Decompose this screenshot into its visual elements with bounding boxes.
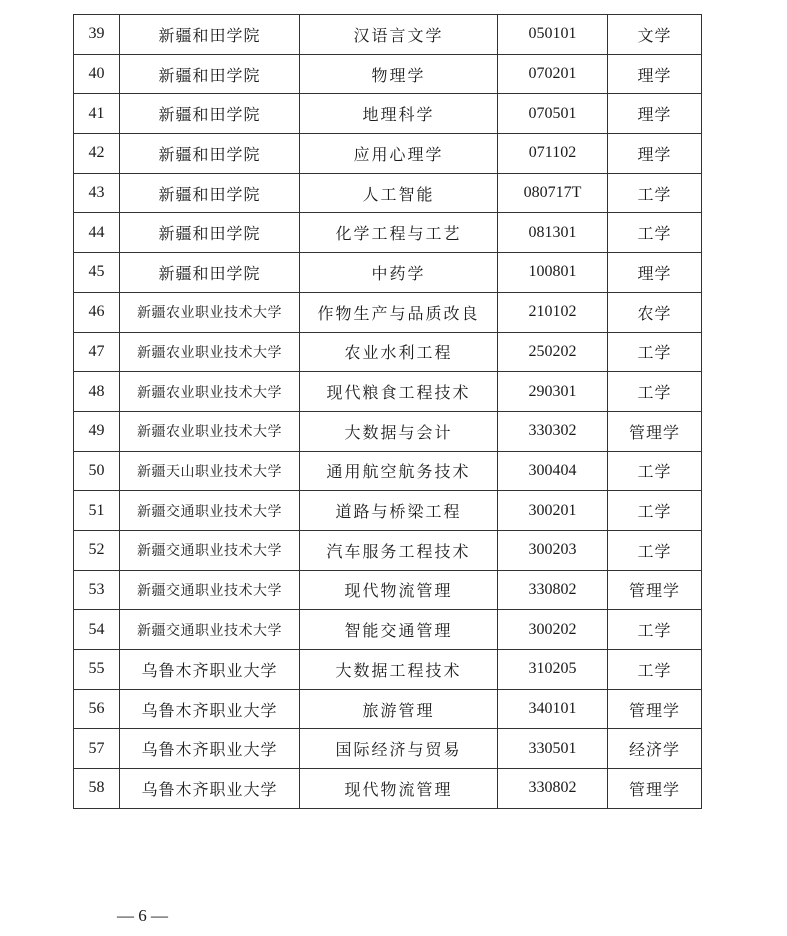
discipline-category-cell: 工学	[608, 530, 702, 570]
row-number-cell: 44	[74, 213, 120, 253]
discipline-category-cell: 文学	[608, 15, 702, 55]
row-number-cell: 58	[74, 769, 120, 809]
row-number-cell: 54	[74, 610, 120, 650]
school-name-cell: 新疆交通职业技术大学	[120, 530, 300, 570]
discipline-category-cell: 理学	[608, 54, 702, 94]
row-number-cell: 57	[74, 729, 120, 769]
major-name-cell: 作物生产与品质改良	[300, 292, 498, 332]
major-name-cell: 现代粮食工程技术	[300, 372, 498, 412]
major-code-cell: 210102	[498, 292, 608, 332]
major-code-cell: 071102	[498, 134, 608, 174]
table-row	[74, 332, 702, 372]
school-name-cell: 新疆和田学院	[120, 94, 300, 134]
major-code-cell: 070501	[498, 94, 608, 134]
major-name-cell: 地理科学	[300, 94, 498, 134]
school-name-cell: 新疆和田学院	[120, 54, 300, 94]
discipline-category-cell: 管理学	[608, 769, 702, 809]
major-code-cell: 340101	[498, 689, 608, 729]
table-row	[74, 729, 702, 769]
major-name-cell: 道路与桥梁工程	[300, 491, 498, 531]
row-number-cell: 39	[74, 15, 120, 55]
major-name-cell: 农业水利工程	[300, 332, 498, 372]
school-name-cell: 新疆农业职业技术大学	[120, 332, 300, 372]
major-name-cell: 中药学	[300, 253, 498, 293]
row-number-cell: 49	[74, 411, 120, 451]
discipline-category-cell: 理学	[608, 134, 702, 174]
major-name-cell: 汉语言文学	[300, 15, 498, 55]
school-name-cell: 新疆和田学院	[120, 213, 300, 253]
majors-table	[73, 14, 702, 809]
discipline-category-cell: 管理学	[608, 570, 702, 610]
major-name-cell: 应用心理学	[300, 134, 498, 174]
major-name-cell: 人工智能	[300, 173, 498, 213]
discipline-category-cell: 理学	[608, 253, 702, 293]
school-name-cell: 新疆天山职业技术大学	[120, 451, 300, 491]
school-name-cell: 新疆农业职业技术大学	[120, 292, 300, 332]
discipline-category-cell: 工学	[608, 451, 702, 491]
discipline-category-cell: 工学	[608, 213, 702, 253]
discipline-category-cell: 工学	[608, 372, 702, 412]
school-name-cell: 新疆农业职业技术大学	[120, 372, 300, 412]
table-row	[74, 650, 702, 690]
table-row	[74, 213, 702, 253]
major-name-cell: 旅游管理	[300, 689, 498, 729]
school-name-cell: 新疆农业职业技术大学	[120, 411, 300, 451]
table-row	[74, 530, 702, 570]
major-code-cell: 300404	[498, 451, 608, 491]
school-name-cell: 乌鲁木齐职业大学	[120, 769, 300, 809]
table-row	[74, 292, 702, 332]
major-code-cell: 330802	[498, 570, 608, 610]
row-number-cell: 50	[74, 451, 120, 491]
table-body	[74, 15, 702, 809]
school-name-cell: 新疆交通职业技术大学	[120, 610, 300, 650]
discipline-category-cell: 管理学	[608, 411, 702, 451]
major-name-cell: 大数据工程技术	[300, 650, 498, 690]
major-code-cell: 330501	[498, 729, 608, 769]
major-name-cell: 现代物流管理	[300, 570, 498, 610]
row-number-cell: 48	[74, 372, 120, 412]
row-number-cell: 45	[74, 253, 120, 293]
major-name-cell: 现代物流管理	[300, 769, 498, 809]
major-name-cell: 汽车服务工程技术	[300, 530, 498, 570]
school-name-cell: 新疆和田学院	[120, 173, 300, 213]
table-row	[74, 54, 702, 94]
table-row	[74, 372, 702, 412]
major-code-cell: 300201	[498, 491, 608, 531]
row-number-cell: 52	[74, 530, 120, 570]
major-code-cell: 250202	[498, 332, 608, 372]
table-row	[74, 570, 702, 610]
row-number-cell: 53	[74, 570, 120, 610]
table-row	[74, 491, 702, 531]
table-row	[74, 610, 702, 650]
table-row	[74, 253, 702, 293]
table-row	[74, 94, 702, 134]
school-name-cell: 乌鲁木齐职业大学	[120, 689, 300, 729]
school-name-cell: 乌鲁木齐职业大学	[120, 729, 300, 769]
discipline-category-cell: 工学	[608, 650, 702, 690]
discipline-category-cell: 工学	[608, 332, 702, 372]
row-number-cell: 46	[74, 292, 120, 332]
discipline-category-cell: 工学	[608, 491, 702, 531]
school-name-cell: 新疆和田学院	[120, 15, 300, 55]
table-row	[74, 769, 702, 809]
major-code-cell: 310205	[498, 650, 608, 690]
school-name-cell: 乌鲁木齐职业大学	[120, 650, 300, 690]
school-name-cell: 新疆和田学院	[120, 134, 300, 174]
major-code-cell: 100801	[498, 253, 608, 293]
discipline-category-cell: 管理学	[608, 689, 702, 729]
discipline-category-cell: 工学	[608, 173, 702, 213]
row-number-cell: 43	[74, 173, 120, 213]
table-row	[74, 451, 702, 491]
table-row	[74, 173, 702, 213]
major-code-cell: 290301	[498, 372, 608, 412]
row-number-cell: 55	[74, 650, 120, 690]
school-name-cell: 新疆交通职业技术大学	[120, 491, 300, 531]
table-row	[74, 134, 702, 174]
major-name-cell: 化学工程与工艺	[300, 213, 498, 253]
discipline-category-cell: 农学	[608, 292, 702, 332]
major-name-cell: 大数据与会计	[300, 411, 498, 451]
discipline-category-cell: 理学	[608, 94, 702, 134]
school-name-cell: 新疆和田学院	[120, 253, 300, 293]
major-name-cell: 国际经济与贸易	[300, 729, 498, 769]
row-number-cell: 51	[74, 491, 120, 531]
major-code-cell: 330302	[498, 411, 608, 451]
major-name-cell: 智能交通管理	[300, 610, 498, 650]
major-code-cell: 050101	[498, 15, 608, 55]
page-number: — 6 —	[117, 906, 168, 925]
major-code-cell: 081301	[498, 213, 608, 253]
row-number-cell: 47	[74, 332, 120, 372]
table-row	[74, 15, 702, 55]
major-code-cell: 070201	[498, 54, 608, 94]
row-number-cell: 40	[74, 54, 120, 94]
row-number-cell: 42	[74, 134, 120, 174]
major-code-cell: 300202	[498, 610, 608, 650]
table-row	[74, 411, 702, 451]
major-code-cell: 080717T	[498, 173, 608, 213]
major-code-cell: 330802	[498, 769, 608, 809]
row-number-cell: 41	[74, 94, 120, 134]
major-code-cell: 300203	[498, 530, 608, 570]
table-row	[74, 689, 702, 729]
major-name-cell: 物理学	[300, 54, 498, 94]
discipline-category-cell: 经济学	[608, 729, 702, 769]
major-name-cell: 通用航空航务技术	[300, 451, 498, 491]
discipline-category-cell: 工学	[608, 610, 702, 650]
row-number-cell: 56	[74, 689, 120, 729]
school-name-cell: 新疆交通职业技术大学	[120, 570, 300, 610]
